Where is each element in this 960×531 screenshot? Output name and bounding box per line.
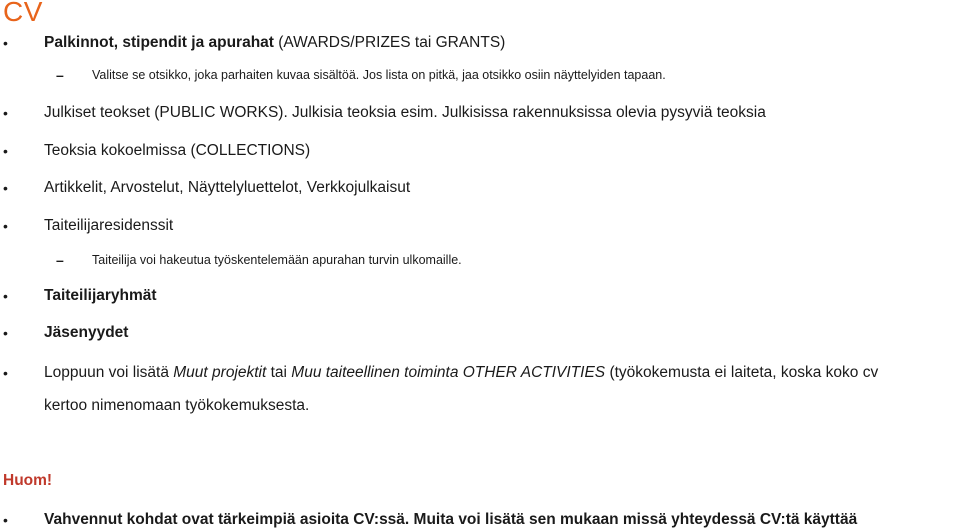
other-text-part3: (työkokemusta ei laiteta, koska koko cv <box>605 364 879 381</box>
list-item-residencies: Taiteilijaresidenssit <box>44 217 174 234</box>
dash-marker: – <box>56 252 64 268</box>
bullet-marker: • <box>3 218 8 234</box>
list-item-articles: Artikkelit, Arvostelut, Näyttelyluettelot, Verkkojulkaisut <box>44 179 411 196</box>
bullet-marker: • <box>3 105 8 121</box>
list-item-public-works: Julkiset teokset (PUBLIC WORKS). Julkisia teoksia esim. Julkisissa rakennuksissa olevia pysyviä teoksia <box>44 104 766 121</box>
list-item-memberships: Jäsenyydet <box>44 324 129 341</box>
list-item-groups: Taiteilijaryhmät <box>44 287 157 304</box>
other-text-em2: Muu taiteellinen toiminta OTHER ACTIVITIES <box>291 364 606 381</box>
bullet-marker: • <box>3 288 8 304</box>
bullet-marker: • <box>3 143 8 159</box>
note-label: Huom! <box>3 472 53 489</box>
list-item-other-activities <box>44 363 878 383</box>
other-text-em1: Muut projektit <box>173 364 267 381</box>
bullet-marker: • <box>3 180 8 196</box>
other-text-part2: tai <box>266 364 292 381</box>
dash-marker: – <box>56 67 64 83</box>
other-text-part1: Loppuun voi lisätä <box>44 364 174 381</box>
list-subitem-residencies: Taiteilija voi hakeutua työskentelemään apurahan turvin ulkomaille. <box>92 253 462 267</box>
bullet-marker: • <box>3 512 8 528</box>
awards-heading-rest: (AWARDS/PRIZES tai GRANTS) <box>273 34 506 51</box>
list-item-collections: Teoksia kokoelmissa (COLLECTIONS) <box>44 142 311 159</box>
note-text: Vahvennut kohdat ovat tärkeimpiä asioita CV:ssä. Muita voi lisätä sen mukaan missä yhteydessä CV:tä käyttää <box>44 511 858 528</box>
bullet-marker: • <box>3 35 8 51</box>
list-subitem-awards: Valitse se otsikko, joka parhaiten kuvaa sisältöä. Jos lista on pitkä, jaa otsikko osiin näyttelyiden tapaan. <box>92 68 666 82</box>
list-item-awards <box>44 33 505 53</box>
awards-heading: Palkinnot, stipendit ja apurahat <box>44 34 274 51</box>
bullet-marker: • <box>3 365 8 381</box>
bullet-marker: • <box>3 325 8 341</box>
slide-title: CV <box>3 0 43 27</box>
list-item-other-activities-cont: kertoo nimenomaan työkokemuksesta. <box>44 397 310 414</box>
